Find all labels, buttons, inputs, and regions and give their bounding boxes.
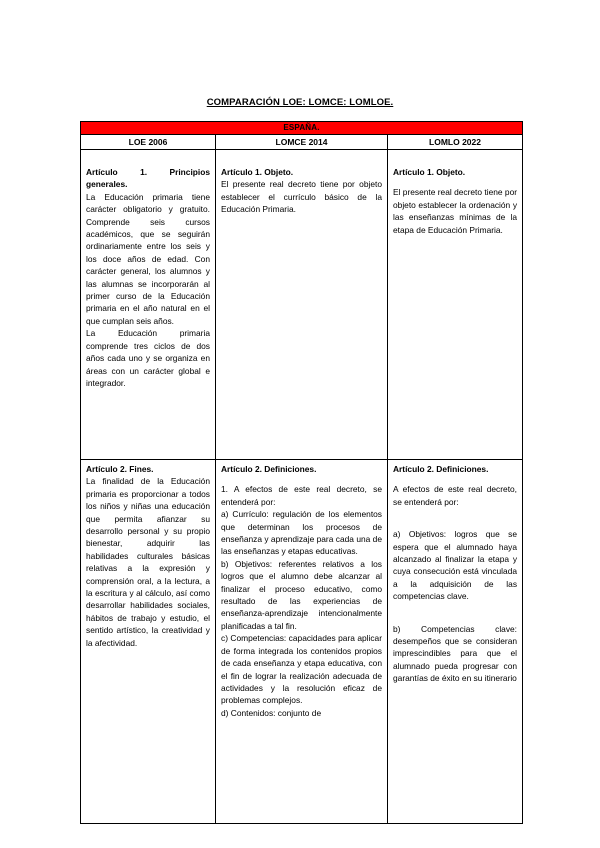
column-header-loe: LOE 2006 xyxy=(81,135,216,150)
lomce-art2-title: Artículo 2. Definiciones. xyxy=(221,464,317,474)
column-header-lomce: LOMCE 2014 xyxy=(216,135,388,150)
lomce-art2-item-b: b) Objetivos: referentes relativos a los logros que el alumno debe alcanzar al finalizar el proceso educativo, como resultado de las experiencias de enseñanza-aprendizaje intencionalmente planificadas a tal fin. xyxy=(221,558,382,631)
lomce-art1-paragraph: El presente real decreto tiene por objeto establecer el currículo básico de la Educación Primaria. xyxy=(221,179,382,215)
lomlo-art2-intro: A efectos de este real decreto, se entenderá por: xyxy=(393,484,518,507)
loe-art1-paragraph-2: La Educación primaria comprende tres ciclos de dos años cada uno y se organiza en áreas con un carácter global e integrador. xyxy=(86,328,210,388)
lomce-art2-item-a: a) Currículo: regulación de los elementos que determinan los procesos de enseñanza y aprendizaje para cada una de las enseñanzas y etapas educativas. xyxy=(221,509,382,557)
lomlo-art1-title: Artículo 1. Objeto. xyxy=(393,167,466,177)
lomlo-article-2-cell xyxy=(388,460,523,824)
lomlo-article-1-cell xyxy=(388,150,523,460)
loe-art2-paragraph: La finalidad de la Educación primaria es proporcionar a todos los niños y niñas una educación que permita afianzar su desarrollo personal y su propio bienestar, adquirir las habilidades culturales básicas relativas a la expresión y comprensión oral, a la lectura, a la escritura y al cálculo, así como desarrollar habilidades sociales, hábitos de trabajo y estudio, el sentido artístico, la creatividad y la afectividad. xyxy=(86,476,210,648)
document-title: COMPARACIÓN LOE: LOMCE: LOMLOE. xyxy=(206,97,394,108)
lomlo-art1-paragraph: El presente real decreto tiene por objeto establecer la ordenación y las enseñanzas mínimas de la etapa de Educación Primaria. xyxy=(393,187,518,235)
loe-art1-paragraph-1: La Educación primaria tiene carácter obligatorio y gratuito. Comprende seis cursos académicos, que se seguirán ordinariamente entre los seis y los doce años de edad. Con carácter general, los alumnos y las alumnas se incorporarán al primer curso de la Educación primaria en el año natural en el que cumplan seis años. xyxy=(86,191,210,326)
lomce-article-1-cell xyxy=(216,150,388,460)
lomce-article-2-cell xyxy=(216,460,388,824)
lomce-art2-intro: 1. A efectos de este real decreto, se entenderá por: xyxy=(221,484,382,507)
lomce-art1-title: Artículo 1. Objeto. xyxy=(221,167,294,177)
column-header-lomlo: LOMLO 2022 xyxy=(388,135,523,150)
loe-article-1-cell xyxy=(81,150,216,460)
loe-art1-title: Artículo 1. Principios generales. xyxy=(86,167,210,190)
loe-art2-title: Artículo 2. Fines. xyxy=(86,464,154,474)
comparison-table xyxy=(80,121,523,824)
country-banner: ESPAÑA. xyxy=(81,122,523,135)
lomlo-art2-item-a: a) Objetivos: logros que se espera que el alumnado haya alcanzado al finalizar la etapa y cuya consecución está vinculada a la adquisición de las competencias clave. xyxy=(393,529,518,602)
lomce-art2-item-d: d) Contenidos: conjunto de xyxy=(221,707,322,718)
loe-article-2-cell xyxy=(81,460,216,824)
lomlo-art2-item-b: b) Competencias clave: desempeños que se consideran imprescindibles para que el alumnado pueda progresar con garantías de éxito en su itinerario xyxy=(393,623,518,684)
lomlo-art2-title: Artículo 2. Definiciones. xyxy=(393,464,489,474)
lomce-art2-item-c: c) Competencias: capacidades para aplicar de forma integrada los contenidos propios de cada enseñanza y etapa educativa, con el fin de lograr la realización adecuada de actividades y la resolución eficaz de problemas complejos. xyxy=(221,633,382,706)
